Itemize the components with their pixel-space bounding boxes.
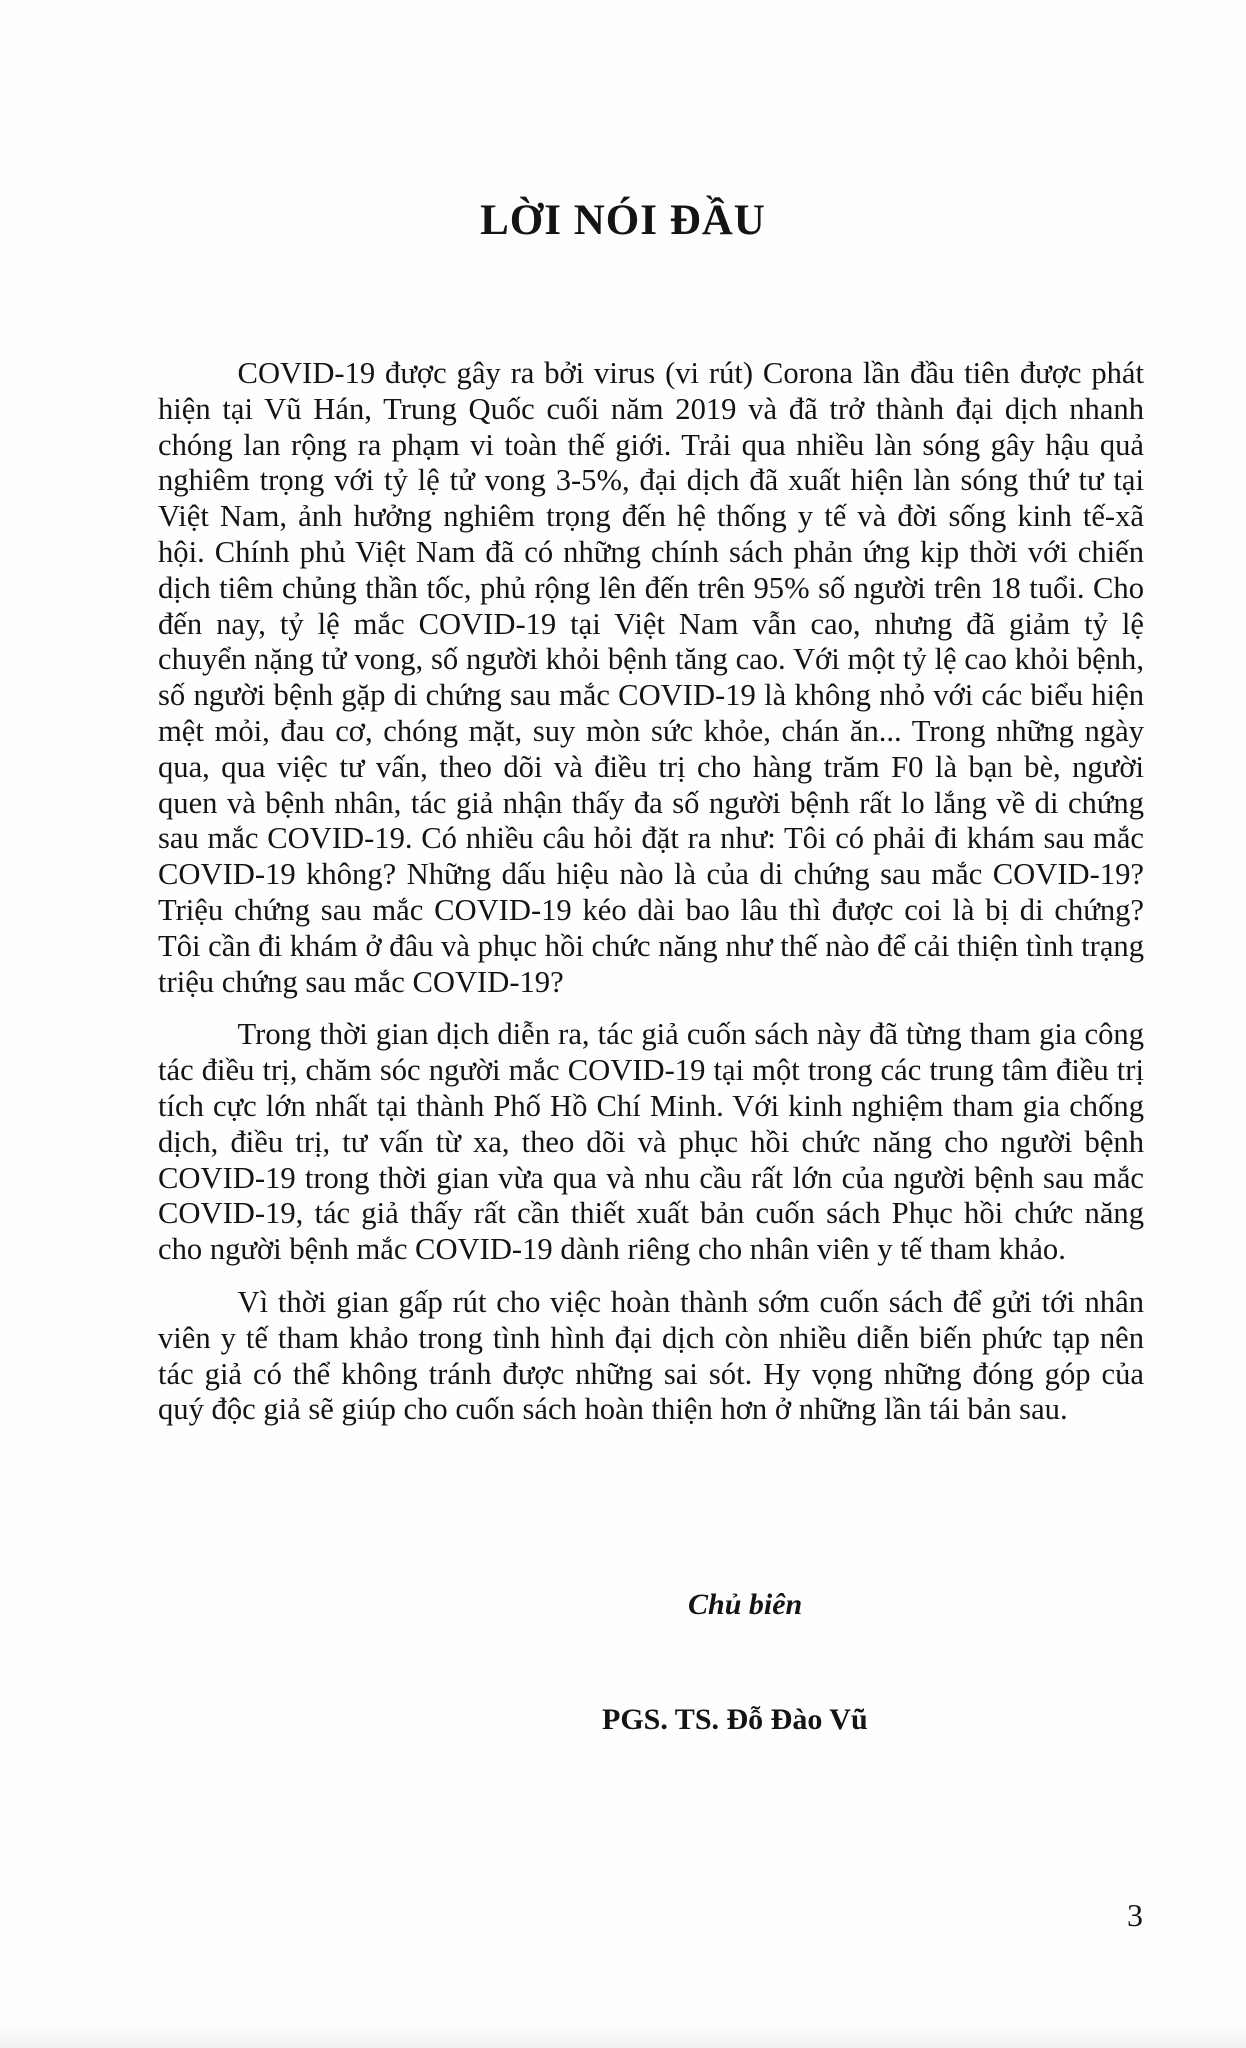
preface-body (158, 356, 1144, 1428)
paragraph-3: Vì thời gian gấp rút cho việc hoàn thành sớm cuốn sách để gửi tới nhân viên y tế tham khảo trong tình hình đại dịch còn nhiều diễn biến phức tạp nên tác giả có thể không tránh được những sai sót. Hy vọng những đóng góp của quý độc giả sẽ giúp cho cuốn sách hoàn thiện hơn ở những lần tái bản sau. (158, 1284, 1144, 1427)
page-number: 3 (1127, 1897, 1143, 1933)
signature-role: Chủ biên (688, 1588, 803, 1621)
page-title: LỜI NÓI ĐẦU (480, 197, 766, 244)
scan-bottom-edge (0, 2020, 1246, 2048)
signature-name: PGS. TS. Đỗ Đào Vũ (602, 1703, 868, 1736)
paragraph-1: COVID-19 được gây ra bởi virus (vi rút) Corona lần đầu tiên được phát hiện tại Vũ Hán, Trung Quốc cuối năm 2019 và đã trở thành đại dịch nhanh chóng lan rộng ra phạm vi toàn thế giới. Trải qua nhiều làn sóng gây hậu quả nghiêm trọng với tỷ lệ tử vong 3-5%, đại dịch đã xuất hiện làn sóng thứ tư tại Việt Nam, ảnh hưởng nghiêm trọng đến hệ thống y tế và đời sống kinh tế-xã hội. Chính phủ Việt Nam đã có những chính sách phản ứng kịp thời với chiến dịch tiêm chủng thần tốc, phủ rộng lên đến trên 95% số người trên 18 tuổi. Cho đến nay, tỷ lệ mắc COVID-19 tại Việt Nam vẫn cao, nhưng đã giảm tỷ lệ chuyển nặng tử vong, số người khỏi bệnh tăng cao. Với một tỷ lệ cao khỏi bệnh, số người bệnh gặp di chứng sau mắc COVID-19 là không nhỏ với các biểu hiện mệt mỏi, đau cơ, chóng mặt, suy mòn sức khỏe, chán ăn... Trong những ngày qua, qua việc tư vấn, theo dõi và điều trị cho hàng trăm F0 là bạn bè, người quen và bệnh nhân, tác giả nhận thấy đa số người bệnh rất lo lắng về di chứng sau mắc COVID-19. Có nhiều câu hỏi đặt ra như: Tôi có phải đi khám sau mắc COVID-19 không? Những dấu hiệu nào là của di chứng sau mắc COVID-19? Triệu chứng sau mắc COVID-19 kéo dài bao lâu thì được coi là bị di chứng? Tôi cần đi khám ở đâu và phục hồi chức năng như thế nào để cải thiện tình trạng triệu chứng sau mắc COVID-19? (158, 356, 1144, 999)
paragraph-2: Trong thời gian dịch diễn ra, tác giả cuốn sách này đã từng tham gia công tác điều trị, chăm sóc người mắc COVID-19 tại một trong các trung tâm điều trị tích cực lớn nhất tại thành Phố Hồ Chí Minh. Với kinh nghiệm tham gia chống dịch, điều trị, tư vấn từ xa, theo dõi và phục hồi chức năng cho người bệnh COVID-19 trong thời gian vừa qua và nhu cầu rất lớn của người bệnh sau mắc COVID-19, tác giả thấy rất cần thiết xuất bản cuốn sách Phục hồi chức năng cho người bệnh mắc COVID-19 dành riêng cho nhân viên y tế tham khảo. (158, 1017, 1144, 1267)
